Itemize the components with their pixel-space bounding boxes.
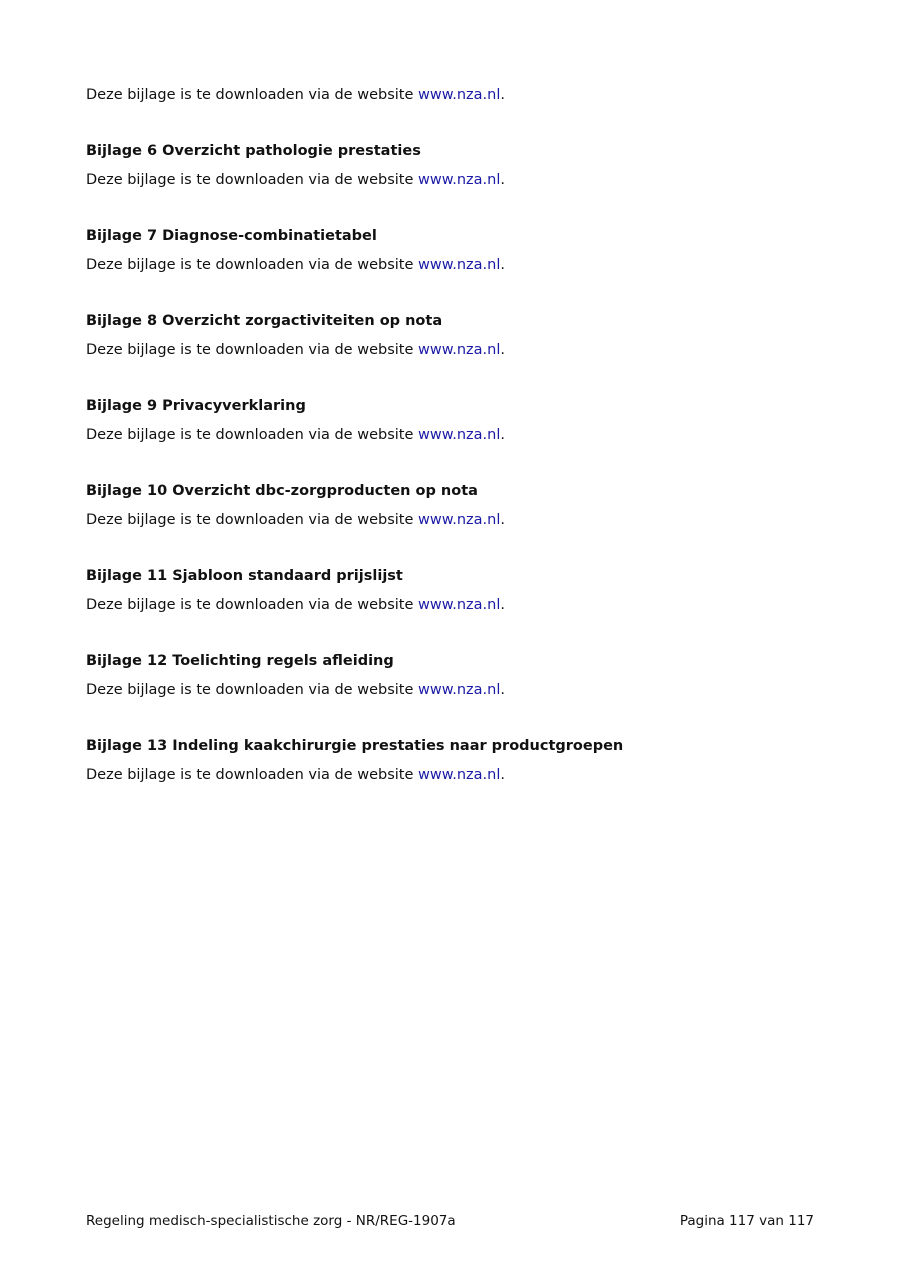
nza-link[interactable]: www.nza.nl	[418, 172, 501, 188]
footer-page-number: Pagina 117 van 117	[679, 1213, 814, 1229]
period: .	[500, 172, 505, 188]
intro-section	[86, 85, 826, 105]
nza-link[interactable]: www.nza.nl	[418, 87, 501, 103]
bijlage-13-section	[86, 736, 826, 785]
nza-link[interactable]: www.nza.nl	[418, 257, 501, 273]
bijlage-6-section	[86, 141, 826, 190]
footer-document-title: Regeling medisch-specialistische zorg - NR/REG-1907a	[86, 1213, 456, 1229]
section-heading: Bijlage 10 Overzicht dbc-zorgproducten op nota	[86, 483, 478, 499]
section-heading: Bijlage 12 Toelichting regels afleiding	[86, 653, 394, 669]
nza-link[interactable]: www.nza.nl	[418, 597, 501, 613]
download-note	[86, 425, 826, 445]
bijlage-8-section	[86, 311, 826, 360]
nza-link[interactable]: www.nza.nl	[418, 767, 501, 783]
download-note	[86, 340, 826, 360]
nza-link[interactable]: www.nza.nl	[418, 512, 501, 528]
download-note	[86, 85, 826, 105]
period: .	[500, 257, 505, 273]
section-heading: Bijlage 11 Sjabloon standaard prijslijst	[86, 568, 403, 584]
section-heading: Bijlage 7 Diagnose-combinatietabel	[86, 228, 377, 244]
period: .	[500, 427, 505, 443]
section-heading: Bijlage 13 Indeling kaakchirurgie prestaties naar productgroepen	[86, 738, 624, 754]
download-text: Deze bijlage is te downloaden via de website	[86, 767, 418, 783]
bijlage-12-section	[86, 651, 826, 700]
bijlage-9-section	[86, 396, 826, 445]
period: .	[500, 767, 505, 783]
download-text: Deze bijlage is te downloaden via de website	[86, 172, 418, 188]
download-text: Deze bijlage is te downloaden via de website	[86, 682, 418, 698]
nza-link[interactable]: www.nza.nl	[418, 342, 501, 358]
download-note	[86, 255, 826, 275]
period: .	[500, 512, 505, 528]
download-text: Deze bijlage is te downloaden via de website	[86, 342, 418, 358]
download-note	[86, 765, 826, 785]
download-text: Deze bijlage is te downloaden via de website	[86, 427, 418, 443]
section-heading: Bijlage 9 Privacyverklaring	[86, 398, 306, 414]
period: .	[500, 342, 505, 358]
section-heading: Bijlage 8 Overzicht zorgactiviteiten op nota	[86, 313, 443, 329]
period: .	[500, 597, 505, 613]
download-note	[86, 680, 826, 700]
download-note	[86, 595, 826, 615]
download-note	[86, 510, 826, 530]
nza-link[interactable]: www.nza.nl	[418, 427, 501, 443]
download-text: Deze bijlage is te downloaden via de website	[86, 87, 418, 103]
download-text: Deze bijlage is te downloaden via de website	[86, 512, 418, 528]
section-heading: Bijlage 6 Overzicht pathologie prestaties	[86, 143, 421, 159]
nza-link[interactable]: www.nza.nl	[418, 682, 501, 698]
period: .	[500, 87, 505, 103]
download-text: Deze bijlage is te downloaden via de website	[86, 257, 418, 273]
bijlage-11-section	[86, 566, 826, 615]
document-body	[86, 85, 826, 821]
bijlage-10-section	[86, 481, 826, 530]
bijlage-7-section	[86, 226, 826, 275]
page-footer	[86, 1212, 814, 1230]
download-text: Deze bijlage is te downloaden via de website	[86, 597, 418, 613]
period: .	[500, 682, 505, 698]
download-note	[86, 170, 826, 190]
